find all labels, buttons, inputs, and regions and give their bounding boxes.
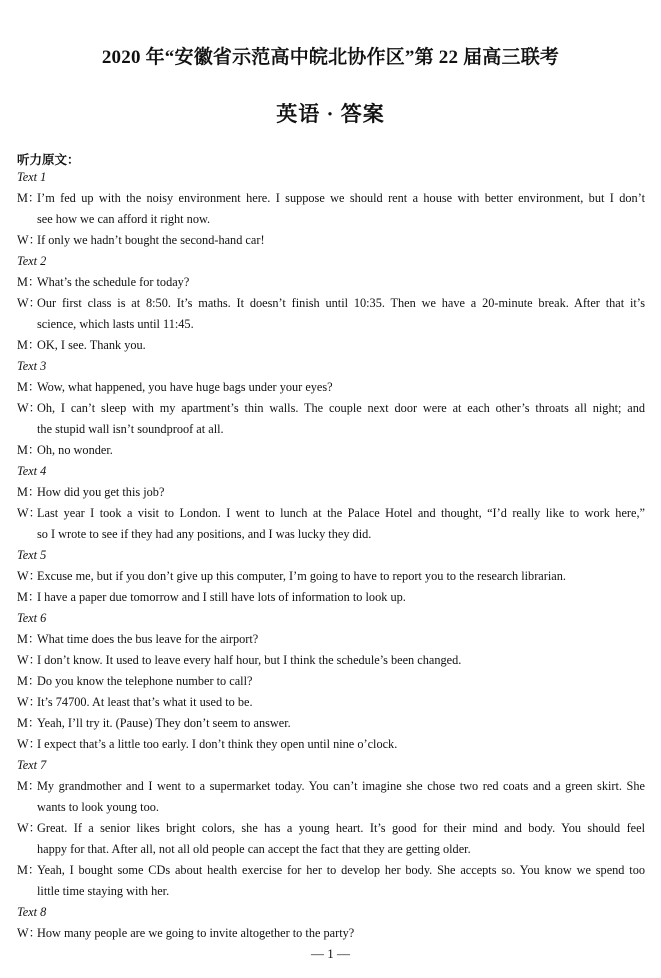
speaker-label: M：: [17, 338, 41, 352]
text-heading-label: Text 3: [17, 359, 47, 373]
transcript-line: [0, 482, 661, 503]
text-heading: [0, 251, 661, 272]
transcript-line: [0, 188, 661, 209]
transcript-line: [0, 692, 661, 713]
transcript-line: [0, 419, 661, 440]
text-heading: [0, 545, 661, 566]
transcript-line: [0, 797, 661, 818]
text-heading: [0, 461, 661, 482]
speaker-label: M：: [17, 674, 41, 688]
speaker-label: W：: [17, 506, 41, 520]
text-heading: [0, 167, 661, 188]
line-text: Excuse me, but if you don’t give up this computer, I’m going to have to report you to the research librarian.: [37, 569, 566, 583]
text-heading: [0, 608, 661, 629]
speaker-label: M：: [17, 485, 41, 499]
speaker-label: M：: [17, 590, 41, 604]
text-heading-label: Text 5: [17, 548, 47, 562]
line-text: How did you get this job?: [37, 485, 165, 499]
speaker-label: M：: [17, 380, 41, 394]
speaker-label: W：: [17, 233, 41, 247]
speaker-label: W：: [17, 926, 41, 940]
transcript-line: [0, 566, 661, 587]
speaker-label: W：: [17, 296, 41, 310]
line-text: OK, I see. Thank you.: [37, 338, 146, 352]
text-heading-label: Text 7: [17, 758, 47, 772]
line-text: I have a paper due tomorrow and I still have lots of information to look up.: [37, 590, 406, 604]
transcript-line: [0, 881, 661, 902]
line-text: Wow, what happened, you have huge bags under your eyes?: [37, 380, 333, 394]
line-text: Great. If a senior likes bright colors, she has a young heart. It’s good for their mind and body. You should feel: [37, 821, 645, 835]
line-text: My grandmother and I went to a supermarket today. You can’t imagine she chose two red coats and a green skirt. She: [37, 779, 645, 793]
line-text: What time does the bus leave for the airport?: [37, 632, 259, 646]
transcript-line: [0, 629, 661, 650]
text-heading: [0, 755, 661, 776]
line-text: Oh, I can’t sleep with my apartment’s thin walls. The couple next door were at each other’s throats all night; and: [37, 401, 645, 415]
line-text: Our first class is at 8:50. It’s maths. It doesn’t finish until 10:35. Then we have a 20-minute break. After that it’s: [37, 296, 645, 310]
transcript-line: [0, 230, 661, 251]
transcript-line: [0, 524, 661, 545]
transcript-line: [0, 776, 661, 797]
transcript-line: [0, 377, 661, 398]
transcript-line: [0, 860, 661, 881]
transcript-line: [0, 650, 661, 671]
line-text: the stupid wall isn’t soundproof at all.: [37, 422, 224, 436]
transcript-line: [0, 314, 661, 335]
line-text: Oh, no wonder.: [37, 443, 113, 457]
page-number: — 1 —: [311, 946, 350, 961]
speaker-label: M：: [17, 275, 41, 289]
transcript-line: [0, 440, 661, 461]
text-heading: [0, 902, 661, 923]
line-text: science, which lasts until 11:45.: [37, 317, 194, 331]
transcript-line: [0, 923, 661, 944]
line-text: I expect that’s a little too early. I don’t think they open until nine o’clock.: [37, 737, 398, 751]
speaker-label: M：: [17, 716, 41, 730]
document-subtitle: 英语 · 答案: [276, 102, 385, 126]
speaker-label: W：: [17, 569, 41, 583]
line-text: If only we hadn’t bought the second-hand car!: [37, 233, 265, 247]
speaker-label: M：: [17, 443, 41, 457]
transcript-line: [0, 839, 661, 860]
speaker-label: W：: [17, 653, 41, 667]
line-text: I’m fed up with the noisy environment here. I suppose we should rent a house with better environment, but I don’t: [37, 191, 645, 205]
line-text: I don’t know. It used to leave every half hour, but I think the schedule’s been changed.: [37, 653, 462, 667]
speaker-label: W：: [17, 401, 41, 415]
text-heading-label: Text 4: [17, 464, 47, 478]
line-text: so I wrote to see if they had any positions, and I was lucky they did.: [37, 527, 372, 541]
transcript-line: [0, 335, 661, 356]
line-text: happy for that. After all, not all old people can accept the fact that they are getting older.: [37, 842, 471, 856]
line-text: How many people are we going to invite altogether to the party?: [37, 926, 355, 940]
line-text: What’s the schedule for today?: [37, 275, 190, 289]
speaker-label: W：: [17, 737, 41, 751]
speaker-label: M：: [17, 863, 41, 877]
text-heading-label: Text 1: [17, 170, 47, 184]
text-heading: [0, 356, 661, 377]
transcript-line: [0, 713, 661, 734]
transcript-line: [0, 587, 661, 608]
line-text: Yeah, I bought some CDs about health exercise for her to develop her body. She accepts so. You know we spend too: [37, 863, 645, 877]
line-text: Do you know the telephone number to call?: [37, 674, 253, 688]
line-text: little time staying with her.: [37, 884, 170, 898]
speaker-label: M：: [17, 632, 41, 646]
line-text: It’s 74700. At least that’s what it used to be.: [37, 695, 253, 709]
speaker-label: M：: [17, 191, 41, 205]
transcript-line: [0, 671, 661, 692]
line-text: wants to look young too.: [37, 800, 159, 814]
transcript-line: [0, 293, 661, 314]
section-heading: 听力原文：: [17, 153, 80, 167]
transcript-lines: [0, 167, 661, 944]
line-text: Yeah, I’ll try it. (Pause) They don’t seem to answer.: [37, 716, 291, 730]
text-heading-label: Text 2: [17, 254, 47, 268]
line-text: see how we can afford it right now.: [37, 212, 211, 226]
transcript-line: [0, 398, 661, 419]
speaker-label: W：: [17, 695, 41, 709]
transcript-line: [0, 503, 661, 524]
speaker-label: M：: [17, 779, 41, 793]
speaker-label: W：: [17, 821, 41, 835]
transcript-line: [0, 734, 661, 755]
text-heading-label: Text 8: [17, 905, 47, 919]
transcript-line: [0, 818, 661, 839]
text-heading-label: Text 6: [17, 611, 47, 625]
transcript-line: [0, 272, 661, 293]
document-title: 2020 年“安徽省示范高中皖北协作区”第 22 届高三联考: [101, 47, 560, 68]
line-text: Last year I took a visit to London. I went to lunch at the Palace Hotel and thought, “I’d really like to work here,”: [37, 506, 645, 520]
transcript-line: [0, 209, 661, 230]
